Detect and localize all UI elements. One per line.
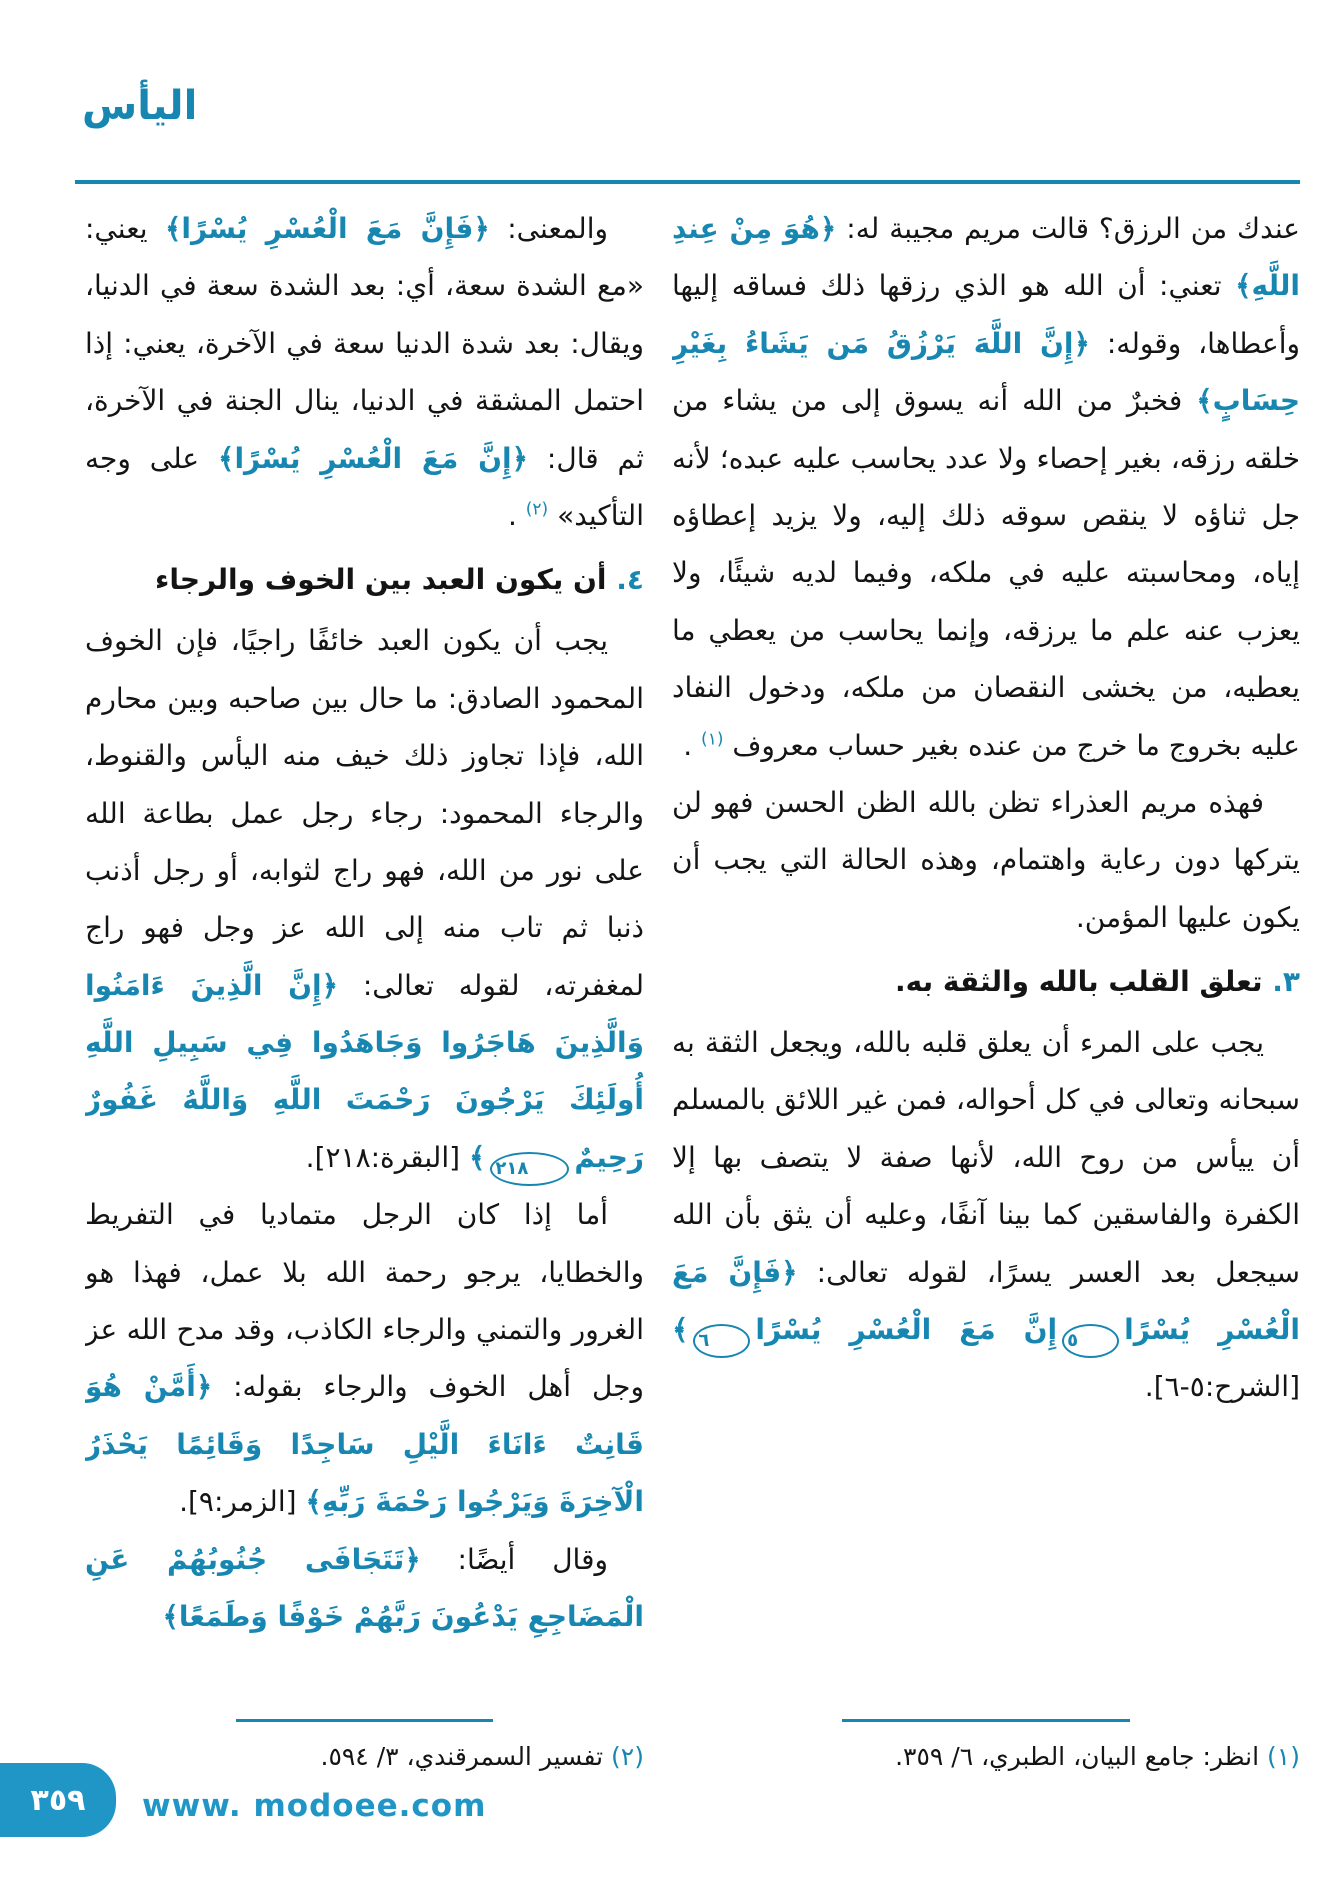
paragraph xyxy=(85,612,644,1186)
ayah-number-badge: ٦ xyxy=(693,1324,750,1358)
paragraph xyxy=(672,200,1300,774)
footnote-body: تفسير السمرقندي، ٣/ ٥٩٤. xyxy=(320,1741,604,1771)
column-right xyxy=(672,200,1300,1782)
paragraph xyxy=(85,200,644,544)
body-text-run: عندك من الرزق؟ قالت مريم مجيبة له: xyxy=(836,212,1300,245)
footnote-text xyxy=(85,1736,644,1779)
body-text-run: . xyxy=(507,498,526,532)
footnote-body: انظر: جامع البيان، الطبري، ٦/ ٣٥٩. xyxy=(895,1741,1260,1771)
page-title: اليأس xyxy=(82,83,198,129)
body-text-run: [البقرة:٢١٨]. xyxy=(305,1140,469,1174)
column-left xyxy=(85,200,644,1782)
column-left-body xyxy=(85,200,644,1645)
body-text-run: [الشرح:٥-٦]. xyxy=(1144,1370,1300,1404)
quran-verse: ﴿هُوَ مِنْ عِندِ اللَّهِ﴾ xyxy=(672,212,1300,303)
quran-verse: ﴿أَمَّنْ هُوَ قَانِتٌ ءَانَاءَ الَّيْلِ سَاجِدًا وَقَائِمًا يَحْذَرُ الْآخِرَةَ وَيَرْجُوا رَحْمَةَ رَبِّهِ﴾ xyxy=(85,1370,644,1519)
body-text-run: فخبرٌ من الله أنه يسوق إلى من يشاء من خلقه رزقه، بغير إحصاء ولا عدد يحاسب عليه عبده؛ لأنه جل ثناؤه لا ينقص سوقه ذلك إليه، ولا يزيد إعطاؤه إياه، ومحاسبته عليه في ملكه، وفيما لديه شيئًا، ولا يعزب عنه علم ما يرزقه، وإنما يحاسب من يعطي ما يعطيه، من يخشى النقصان من ملكه، ودخول النفاد عليه بخروج ما خرج من عنده بغير حساب معروف xyxy=(672,384,1300,762)
footnote-divider xyxy=(842,1719,1131,1722)
ayah-number-badge: ٥ xyxy=(1062,1324,1119,1358)
section-number: ٤. xyxy=(606,563,644,597)
quran-verse: ﴿فَإِنَّ مَعَ الْعُسْرِ يُسْرًا xyxy=(672,1255,1300,1347)
quran-verse: ﴾ xyxy=(672,1313,689,1347)
body-text-run: يجب أن يكون العبد خائفًا راجيًا، فإن الخوف المحمود الصادق: ما حال بين صاحبه وبين محارم الله، فإذا تجاوز ذلك خيف منه اليأس والقنوط، والرجاء المحمود: رجاء رجل عمل بطاعة الله على نور من الله، فهو راج لثوابه، أو رجل أذنب ذنبا ثم تاب منه إلى الله عز وجل فهو راج لمغفرته، لقوله تعالى: xyxy=(85,624,644,1002)
footnote-text xyxy=(672,1736,1300,1779)
body-text-run: على وجه التأكيد» xyxy=(85,441,644,532)
section-number: ٣. xyxy=(1262,965,1300,999)
quran-verse: ﴾ xyxy=(468,1140,486,1174)
body-text-run: أما إذا كان الرجل متماديا في التفريط والخطايا، يرجو رحمة الله بلا عمل، فهذا هو الغرور والتمني والرجاء الكاذب، وقد مدح الله عز وجل أهل الخوف والرجاء بقوله: xyxy=(85,1198,644,1404)
footnote-right xyxy=(672,1719,1300,1783)
footnote-marker: (٢) xyxy=(611,1741,644,1771)
paragraph xyxy=(85,1186,644,1530)
page-number: ٣٥٩ xyxy=(30,1782,86,1818)
header-divider xyxy=(75,180,1300,184)
page-number-badge xyxy=(0,1763,116,1837)
body-text-run: يعني: «مع الشدة سعة، أي: بعد الشدة سعة في الدنيا، ويقال: بعد شدة الدنيا سعة في الآخرة، يعني: إذا احتمل المشقة في الدنيا، ينال الجنة في الآخرة، ثم قال: xyxy=(85,212,644,475)
quran-verse: ﴿إِنَّ الَّذِينَ ءَامَنُوا وَالَّذِينَ هَاجَرُوا وَجَاهَدُوا فِي سَبِيلِ اللَّهِ أُولَئِكَ يَرْجُونَ رَحْمَتَ اللَّهِ وَاللَّهُ غَفُورٌ رَحِيمٌ xyxy=(85,968,644,1174)
quran-verse: ﴿تَتَجَافَى جُنُوبُهُمْ عَنِ الْمَضَاجِعِ يَدْعُونَ رَبَّهُمْ خَوْفًا وَطَمَعًا﴾ xyxy=(85,1542,644,1634)
quran-verse: إِنَّ مَعَ الْعُسْرِ يُسْرًا xyxy=(755,1313,1058,1347)
section-title: أن يكون العبد بين الخوف والرجاء xyxy=(155,563,607,597)
paragraph xyxy=(672,1014,1300,1416)
footnote-left xyxy=(85,1719,644,1783)
two-column-text xyxy=(85,200,1300,1782)
quran-verse: ﴿إِنَّ مَعَ الْعُسْرِ يُسْرًا﴾ xyxy=(218,441,528,475)
footnote-ref: (١) xyxy=(701,729,724,750)
footnote-ref: (٢) xyxy=(525,499,549,520)
body-text-run: يجب على المرء أن يعلق قلبه بالله، ويجعل الثقة به سبحانه وتعالى في كل أحواله، فمن غير اللائق بالمسلم أن ييأس من روح الله، لأنها صفة لا يتصف بها إلا الكفرة والفاسقين كما بينا آنفًا، وعليه أن يثق بأن الله سيجعل بعد العسر يسرًا، لقوله تعالى: xyxy=(672,1026,1300,1289)
body-text-run: وقال أيضًا: xyxy=(420,1542,608,1576)
quran-verse: ﴿فَإِنَّ مَعَ الْعُسْرِ يُسْرًا﴾ xyxy=(164,212,490,245)
body-text-run: والمعنى: xyxy=(489,212,608,245)
paragraph xyxy=(85,1531,644,1646)
footnote-marker: (١) xyxy=(1267,1741,1300,1771)
body-text-run: . xyxy=(683,728,702,762)
quran-verse: ﴿إِنَّ اللَّهَ يَرْزُقُ مَن يَشَاءُ بِغَيْرِ حِسَابٍ﴾ xyxy=(672,326,1300,418)
body-text-run: فهذه مريم العذراء تظن بالله الظن الحسن فهو لن يتركها دون رعاية واهتمام، وهذه الحالة التي يجب أن يكون عليها المؤمن. xyxy=(672,785,1300,934)
body-text-run: [الزمر:٩]. xyxy=(179,1485,306,1519)
body-text-run: تعني: أن الله هو الذي رزقها ذلك فساقه إليها وأعطاها، وقوله: xyxy=(672,269,1300,360)
website-link[interactable]: www. modoee.com xyxy=(142,1788,487,1824)
section-heading xyxy=(85,552,644,608)
ayah-number-badge: ٢١٨ xyxy=(490,1152,569,1186)
column-right-body xyxy=(672,200,1300,1416)
footnote-divider xyxy=(236,1719,493,1722)
section-title: تعلق القلب بالله والثقة به. xyxy=(895,965,1263,999)
section-heading xyxy=(672,954,1300,1010)
paragraph xyxy=(672,774,1300,946)
